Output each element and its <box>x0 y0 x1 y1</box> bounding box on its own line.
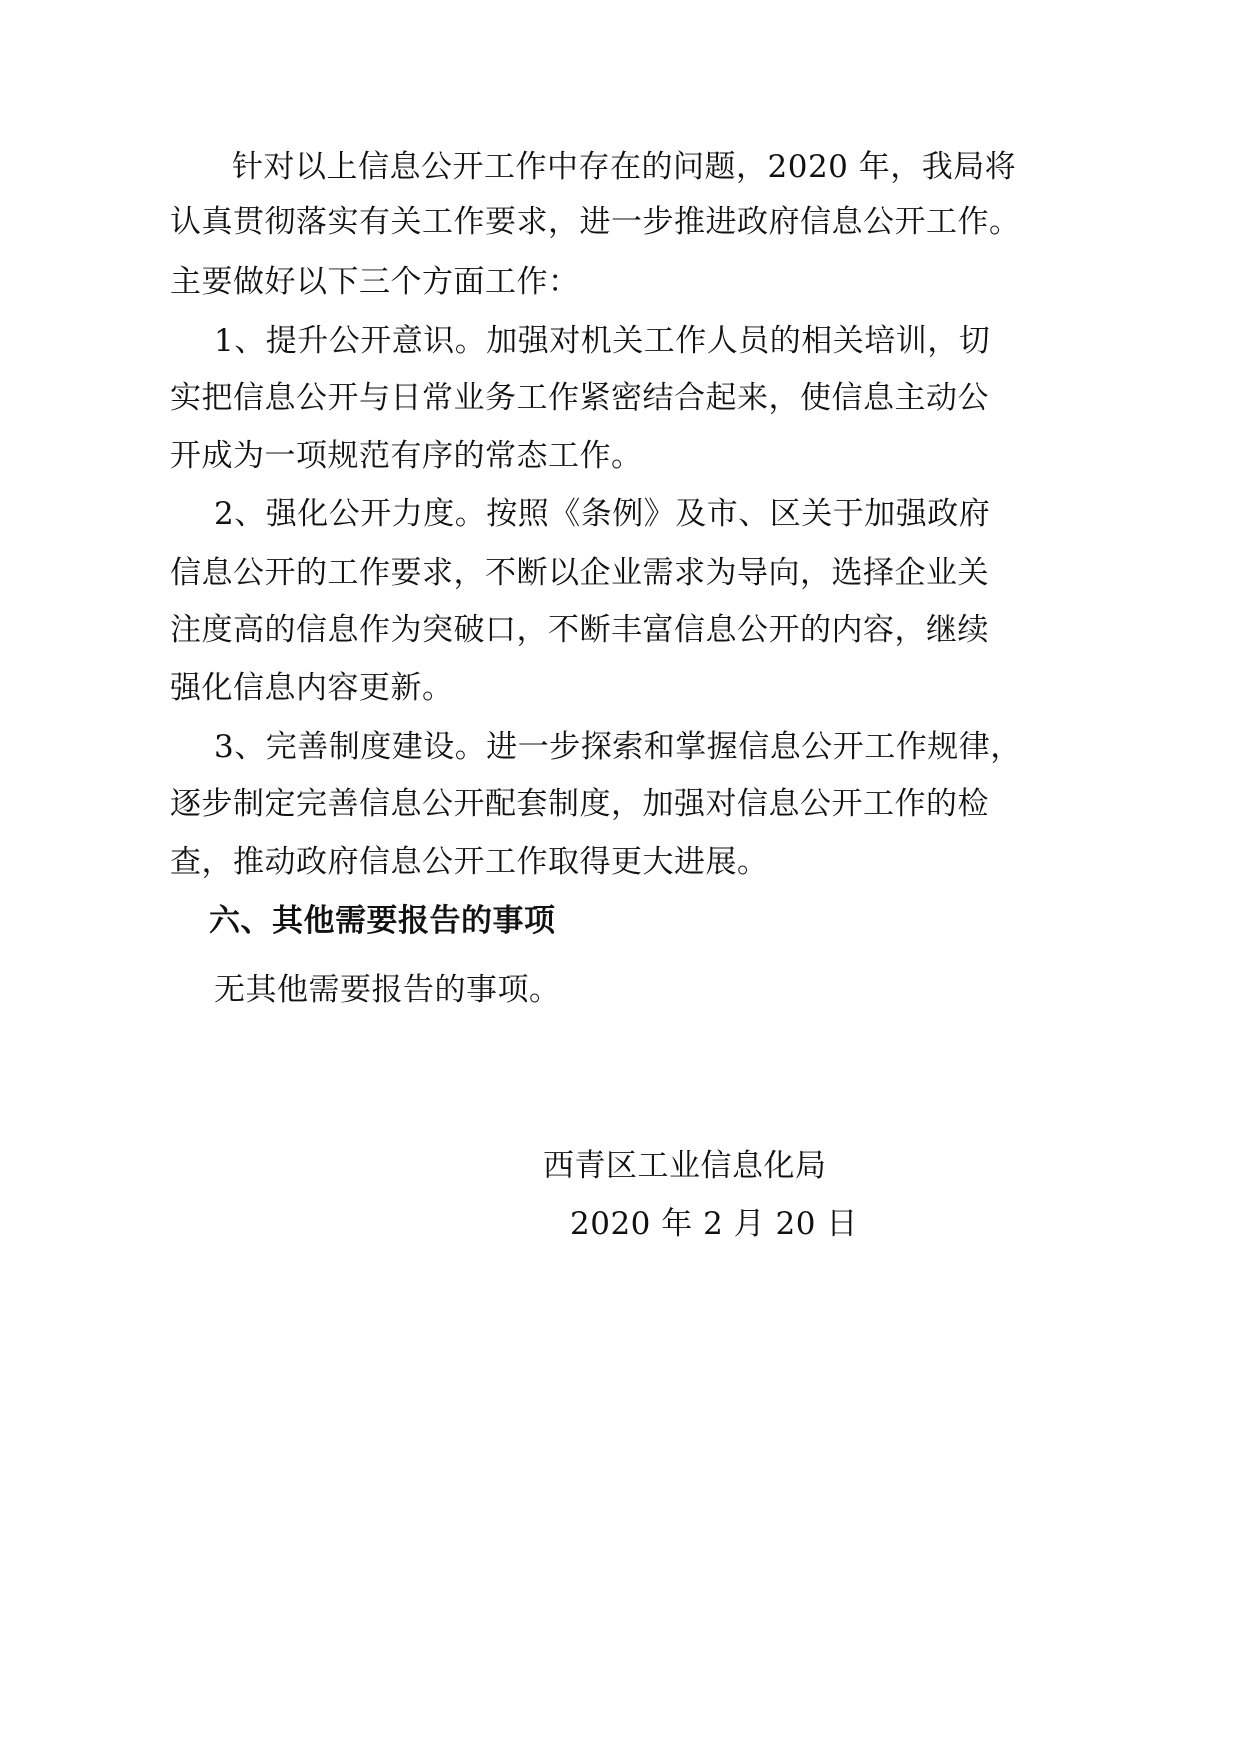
section-6-body: 无其他需要报告的事项。 <box>214 972 561 1008</box>
item-2-line-4: 强化信息内容更新。 <box>170 670 454 706</box>
section-6-heading: 六、其他需要报告的事项 <box>209 903 556 939</box>
item-1-line-3: 开成为一项规范有序的常态工作。 <box>170 438 643 474</box>
item-2-line-3: 注度高的信息作为突破口，不断丰富信息公开的内容，继续 <box>170 612 989 648</box>
paragraph-1-line-3: 主要做好以下三个方面工作： <box>170 264 580 300</box>
item-2-line-1: 2、强化公开力度。按照《条例》及市、区关于加强政府 <box>214 496 991 532</box>
signature-organization: 西青区工业信息化局 <box>543 1148 827 1184</box>
paragraph-1-line-2: 认真贯彻落实有关工作要求，进一步推进政府信息公开工作。 <box>170 204 1021 240</box>
paragraph-1-line-1: 针对以上信息公开工作中存在的问题，2020 年，我局将 <box>232 149 1017 185</box>
item-1-line-2: 实把信息公开与日常业务工作紧密结合起来，使信息主动公 <box>170 380 989 416</box>
item-3-line-1: 3、完善制度建设。进一步探索和掌握信息公开工作规律， <box>214 729 1022 765</box>
item-3-line-2: 逐步制定完善信息公开配套制度，加强对信息公开工作的检 <box>170 786 989 822</box>
signature-date: 2020 年 2 月 20 日 <box>570 1206 858 1242</box>
item-3-line-3: 查，推动政府信息公开工作取得更大进展。 <box>170 844 769 880</box>
item-1-line-1: 1、提升公开意识。加强对机关工作人员的相关培训，切 <box>214 323 991 359</box>
item-2-line-2: 信息公开的工作要求，不断以企业需求为导向，选择企业关 <box>170 555 989 591</box>
